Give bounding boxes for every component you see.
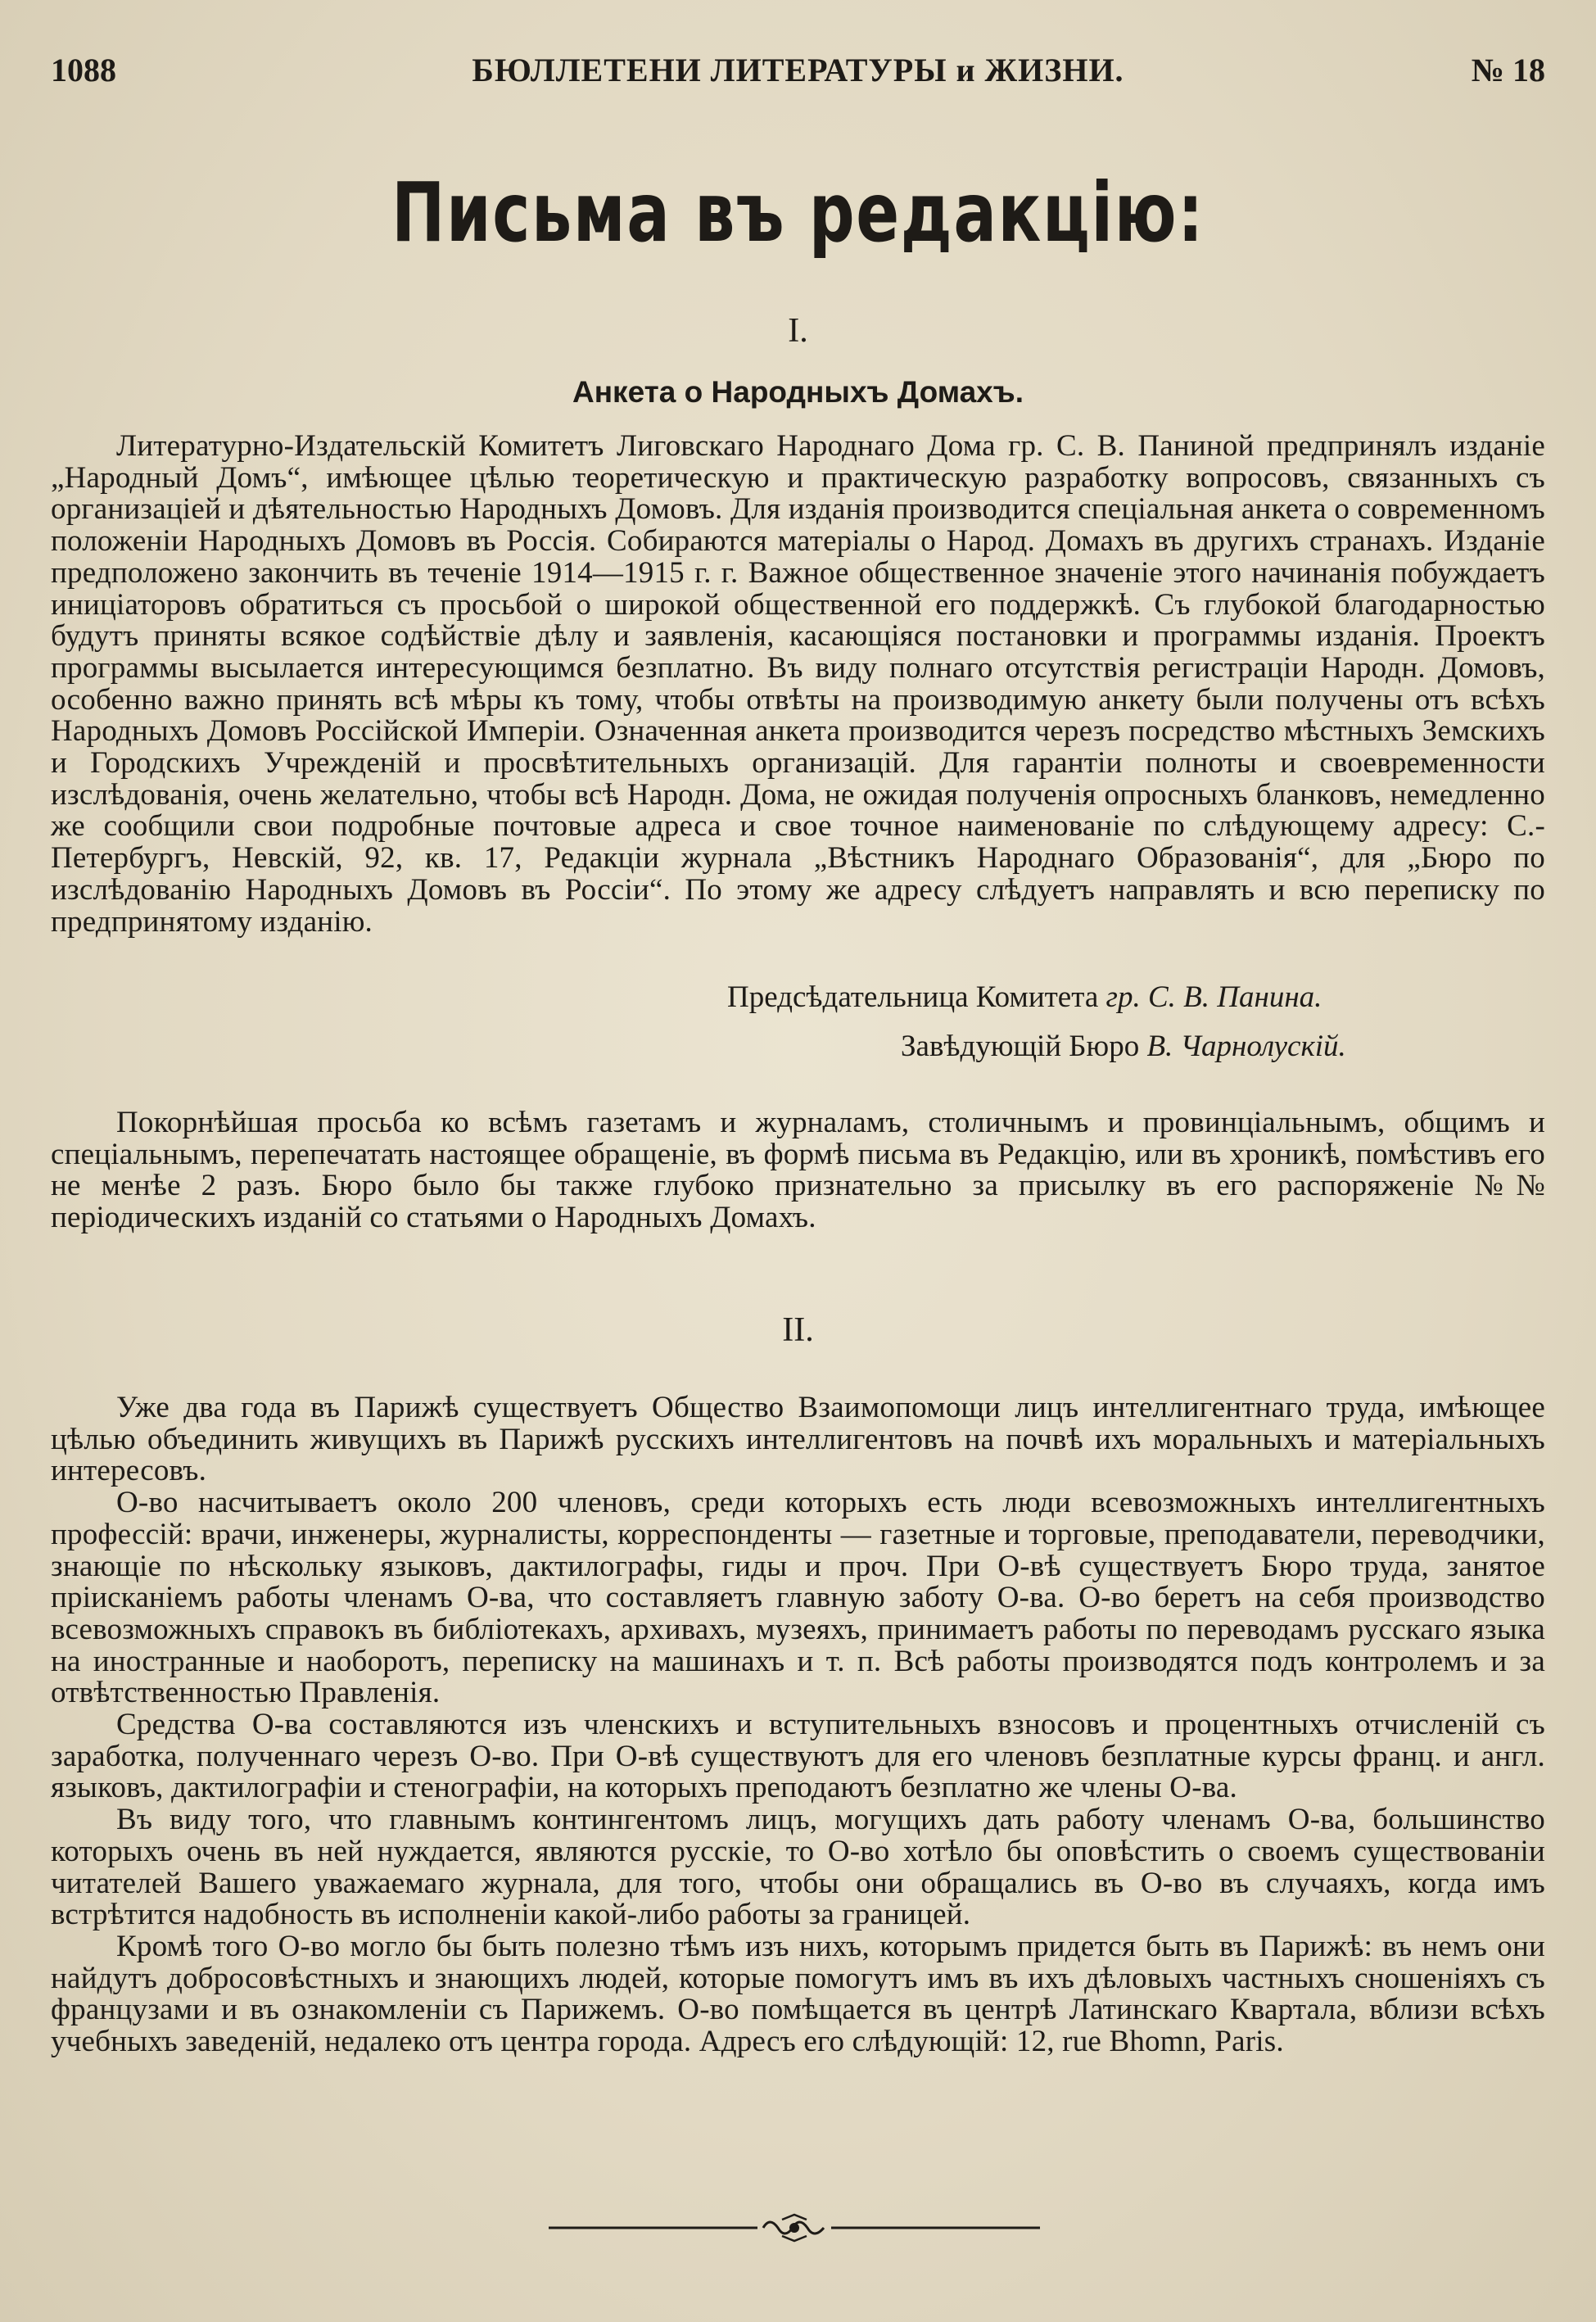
paragraph: Уже два года въ Парижѣ существуетъ Общество Взаимопомощи лицъ интеллигентнаго труда, имѣющее цѣлью объединить живущихъ въ Парижѣ русскихъ интеллигентовъ на почвѣ ихъ моральныхъ и матеріальныхъ интересовъ. xyxy=(51,1391,1545,1488)
signature-chair xyxy=(727,980,1322,1015)
signature-name: гр. С. В. Панина. xyxy=(1105,980,1322,1014)
journal-title: БЮЛЛЕТЕНИ ЛИТЕРАТУРЫ и ЖИЗНИ. xyxy=(472,52,1124,88)
paragraph: Литературно-Издательскій Комитетъ Лиговскаго Народнаго Дома гр. С. В. Паниной предпринялъ изданіе „Народный Домъ“, имѣющее цѣлью теоретическую и практическую разработку вопросовъ, связанныхъ съ организаціей и дѣятельностью Народныхъ Домовъ. Для изданія производится спеціальная анкета о современномъ положеніи Народныхъ Домовъ въ Россія. Собираются матеріалы о Народ. Домахъ въ другихъ странахъ. Изданіе предположено закончить въ теченіе 1914—1915 г. г. Важное общественное значеніе этого начинанія побуждаетъ иниціаторовъ обратиться съ просьбой о широкой общественной его поддержкѣ. Съ глубокой благодарностью будутъ приняты всякое содѣйствіе дѣлу и заявленія, касающіяся постановки и программы изданія. Проектъ программы высылается интересующимся безплатно. Въ виду полнаго отсутствія регистраціи Народн. Домовъ, особенно важно принять всѣ мѣры къ тому, чтобы отвѣты на производимую анкету были получены отъ всѣхъ Народныхъ Домовъ Россійской Имперіи. Означенная анкета производится черезъ посредство мѣстныхъ Земскихъ и Городскихъ Учрежденій и просвѣтительныхъ организацій. Для гарантіи полноты и своевременности изслѣдованія, очень желательно, чтобы всѣ Народн. Дома, не ожидая полученія опросныхъ бланковъ, немедленно же сообщили свои подробные почтовые адреса и свое точное наименованіе по слѣдующему адресу: С.-Петербургъ, Невскій, 92, кв. 17, Редакціи журнала „Вѣстникъ Народнаго Образованія“, для „Бюро по изслѣдованію Народныхъ Домовъ въ Россіи“. По этому же адресу слѣдуетъ направлять и всю переписку по предпринятому изданію. xyxy=(51,429,1545,939)
paragraph: Кромѣ того О-во могло бы быть полезно тѣмъ изъ нихъ, которымъ придется быть въ Парижѣ: въ немъ они найдутъ добросовѣстныхъ и знающихъ людей, которые помогутъ имъ въ ихъ дѣловыхъ частныхъ сношеніяхъ съ французами и въ ознакомленіи съ Парижемъ. О-во помѣщается въ центрѣ Латинскаго Квартала, вблизи всѣхъ учебныхъ заведеній, недалеко отъ центра города. Адресъ его слѣдующій: 12, rue Bhomn, Paris. xyxy=(51,1929,1545,2059)
section-numeral-1: I. xyxy=(788,312,808,350)
running-header xyxy=(51,51,1545,100)
paragraph: Средства О-ва составляются изъ членскихъ и вступительныхъ взносовъ и процентныхъ отчисленій съ заработка, полученнаго черезъ О-во. При О-вѣ существуютъ для его членовъ безплатные курсы франц. и англ. языковъ, дактилографіи и стенографіи, на которыхъ преподаютъ безплатно же члены О-ва. xyxy=(51,1708,1545,1805)
signature-name: В. Чарнолускій. xyxy=(1146,1030,1346,1063)
issue-number: № 18 xyxy=(1471,52,1545,88)
section-numeral-2: II. xyxy=(782,1311,814,1349)
signature-role: Предсѣдательница Комитета xyxy=(727,980,1099,1014)
end-ornament xyxy=(549,2211,1040,2244)
paragraph: Въ виду того, что главнымъ контингентомъ лицъ, могущихъ дать работу членамъ О-ва, большинство которыхъ очень въ ней нуждается, являются русскіе, то О-во хотѣло бы оповѣстить о своемъ существованіи читателей Вашего уважаемаго журнала, для того, чтобы они обращались въ О-во въ случаяхъ, когда имъ встрѣтится надобность въ исполненіи какой-либо работы за границей. xyxy=(51,1803,1545,1932)
page-number: 1088 xyxy=(51,52,116,88)
signature-bureau xyxy=(901,1029,1346,1064)
section-heading: Анкета о Народныхъ Домахъ. xyxy=(572,375,1024,409)
paragraph: Покорнѣйшая просьба ко всѣмъ газетамъ и журналамъ, столичнымъ и провинціальнымъ, общимъ и спеціальнымъ, перепечатать настоящее обращеніе, въ формѣ письма въ Редакцію, или въ хроникѣ, помѣстивъ его не менѣе 2 разъ. Бюро было бы также глубоко признательно за присылку въ его распоряженіе №№ періодическихъ изданій со статьями о Народныхъ Домахъ. xyxy=(51,1106,1545,1235)
page-title: Письма въ редакцію: xyxy=(391,165,1205,260)
section1-body xyxy=(51,431,1545,938)
signature-role: Завѣдующій Бюро xyxy=(901,1030,1140,1063)
paragraph: О-во насчитываетъ около 200 членовъ, среди которыхъ есть люди всевозможныхъ интеллигентныхъ профессій: врачи, инженеры, журналисты, корреспонденты — газетные и торговые, преподаватели, переводчики, знающіе по нѣскольку языковъ, дактилографы, гиды и проч. При О-вѣ существуетъ Бюро труда, занятое пріисканіемъ работы членамъ О-ва, что составляетъ главную заботу О-ва. О-во беретъ на себя производство всевозможныхъ справокъ въ библіотекахъ, архивахъ, музеяхъ, принимаетъ работы по переводамъ русскаго языка на иностранные и наоборотъ, переписку на машинахъ и т. п. Всѣ работы производятся подъ контролемъ и за отвѣтственностью Правленія. xyxy=(51,1486,1545,1710)
section2-body xyxy=(51,1392,1545,2058)
reprint-request xyxy=(51,1107,1545,1234)
